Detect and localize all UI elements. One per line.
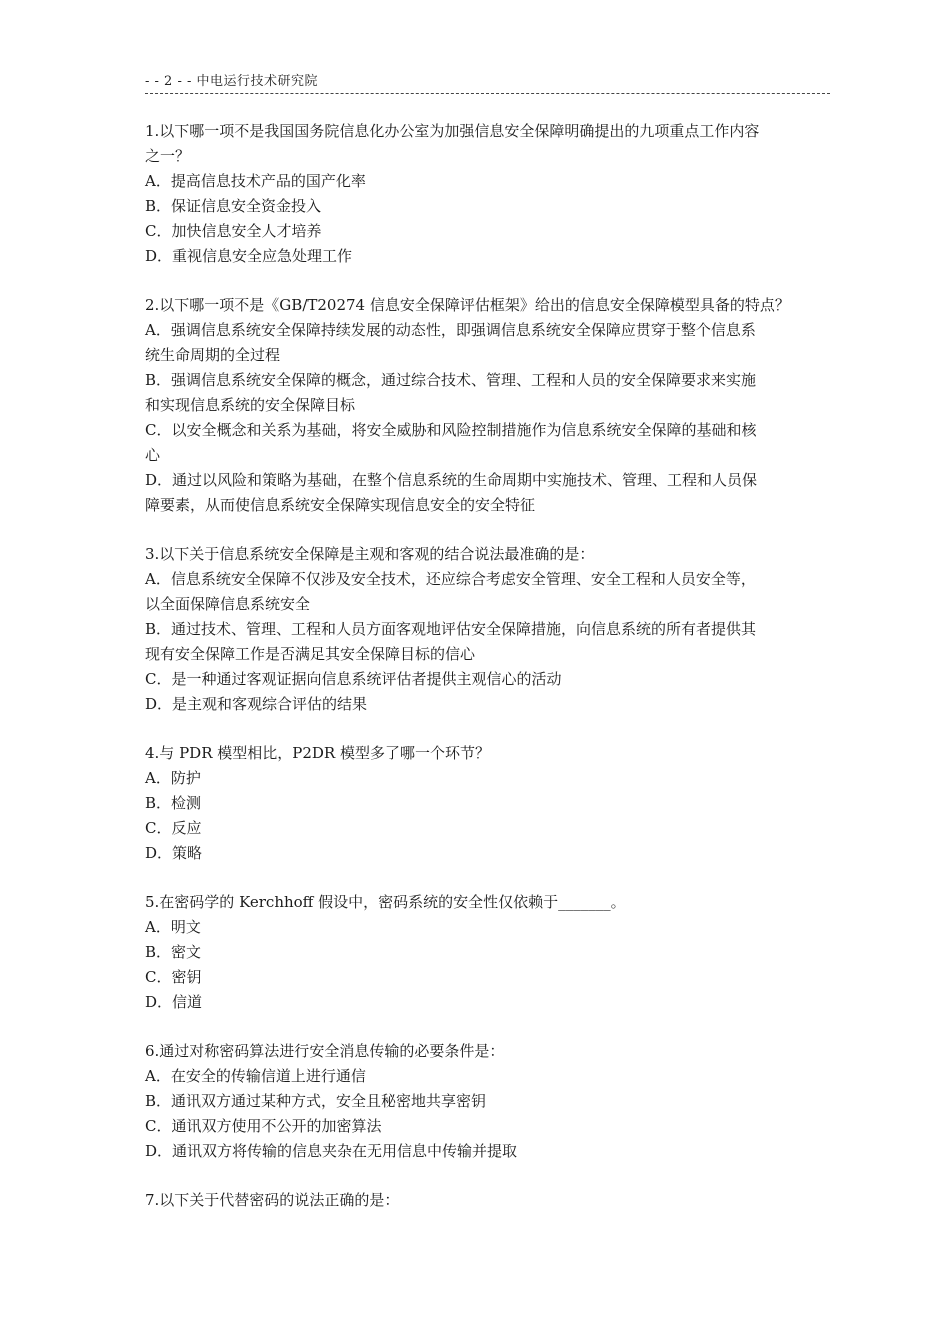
- answer-option: A．在安全的传输信道上进行通信: [145, 1067, 366, 1085]
- question-stem: 2.以下哪一项不是《GB/T20274 信息安全保障评估框架》给出的信息安全保障模型具备的特点？: [145, 296, 790, 314]
- answer-option: 和实现信息系统的安全保障目标: [145, 396, 356, 414]
- answer-option: 统生命周期的全过程: [145, 346, 281, 364]
- answer-option: A．明文: [145, 918, 201, 936]
- answer-option: A．信息系统安全保障不仅涉及安全技术，还应综合考虑安全管理、安全工程和人员安全等，: [145, 570, 756, 588]
- answer-option: C．是一种通过客观证据向信息系统评估者提供主观信心的活动: [145, 670, 562, 688]
- answer-option: C．通讯双方使用不公开的加密算法: [145, 1117, 382, 1135]
- question-block: [145, 542, 835, 717]
- answer-option: 心: [145, 446, 161, 464]
- question-block: [145, 293, 835, 518]
- answer-option: B．通过技术、管理、工程和人员方面客观地评估安全保障措施，向信息系统的所有者提供其: [145, 620, 757, 638]
- answer-option: D．通讯双方将传输的信息夹杂在无用信息中传输并提取: [145, 1142, 518, 1160]
- answer-option: D．信道: [145, 993, 203, 1011]
- question-block: [145, 890, 835, 1015]
- answer-option: B．通讯双方通过某种方式，安全且秘密地共享密钥: [145, 1092, 487, 1110]
- answer-option: B．密文: [145, 943, 202, 961]
- question-stem: 6.通过对称密码算法进行安全消息传输的必要条件是：: [145, 1042, 505, 1060]
- answer-option: B．强调信息系统安全保障的概念，通过综合技术、管理、工程和人员的安全保障要求来实施: [145, 371, 757, 389]
- question-stem: 之一？: [145, 147, 191, 165]
- answer-option: A．强调信息系统安全保障持续发展的动态性，即强调信息系统安全保障应贯穿于整个信息系: [145, 321, 756, 339]
- question-block: [145, 741, 835, 866]
- question-block: [145, 1039, 835, 1164]
- answer-option: C．反应: [145, 819, 202, 837]
- answer-option: D．重视信息安全应急处理工作: [145, 247, 353, 265]
- answer-option: A．提高信息技术产品的国产化率: [145, 172, 366, 190]
- question-list: [145, 119, 835, 1237]
- question-block: [145, 119, 835, 269]
- answer-option: B．检测: [145, 794, 202, 812]
- answer-option: C．以安全概念和关系为基础，将安全威胁和风险控制措施作为信息系统安全保障的基础和核: [145, 421, 757, 439]
- page-header: - - 2 - - 中电运行技术研究院: [145, 74, 319, 89]
- question-block: [145, 1188, 835, 1213]
- header-divider: [145, 93, 830, 94]
- answer-option: C．加快信息安全人才培养: [145, 222, 322, 240]
- answer-option: A．防护: [145, 769, 201, 787]
- question-stem: 1.以下哪一项不是我国国务院信息化办公室为加强信息安全保障明确提出的九项重点工作内容: [145, 122, 760, 140]
- answer-option: 障要素，从而使信息系统安全保障实现信息安全的安全特征: [145, 496, 536, 514]
- answer-option: D．策略: [145, 844, 203, 862]
- answer-option: 以全面保障信息系统安全: [145, 595, 311, 613]
- question-stem: 4.与 PDR 模型相比，P2DR 模型多了哪一个环节？: [145, 744, 490, 762]
- question-stem: 3.以下关于信息系统安全保障是主观和客观的结合说法最准确的是：: [145, 545, 595, 563]
- answer-option: C．密钥: [145, 968, 202, 986]
- question-stem: 7.以下关于代替密码的说法正确的是：: [145, 1191, 400, 1209]
- question-stem: 5.在密码学的 Kerchhoff 假设中，密码系统的安全性仅依赖于_______。: [145, 893, 626, 911]
- answer-option: 现有安全保障工作是否满足其安全保障目标的信心: [145, 645, 476, 663]
- answer-option: D．通过以风险和策略为基础，在整个信息系统的生命周期中实施技术、管理、工程和人员保: [145, 471, 758, 489]
- answer-option: B．保证信息安全资金投入: [145, 197, 322, 215]
- answer-option: D．是主观和客观综合评估的结果: [145, 695, 368, 713]
